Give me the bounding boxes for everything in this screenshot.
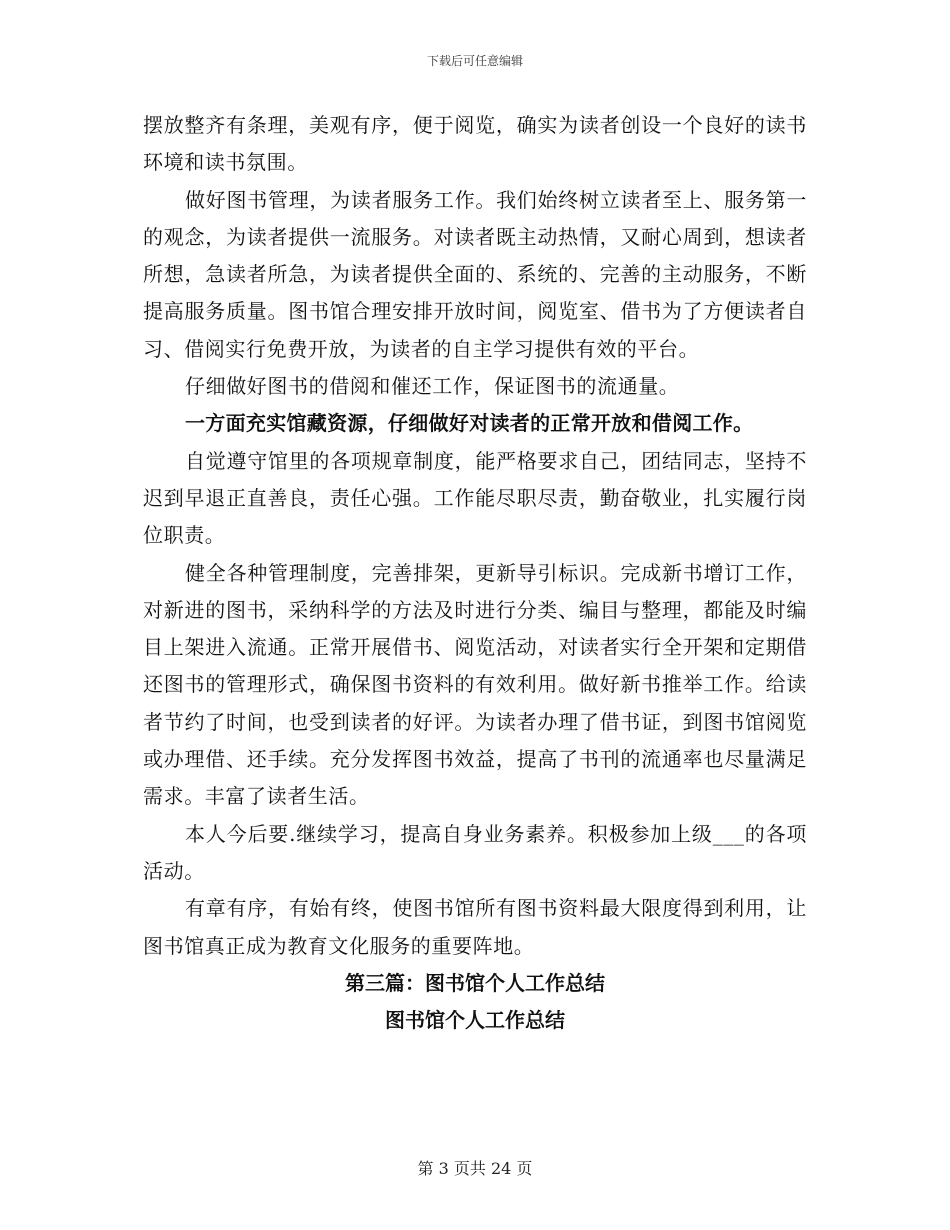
paragraph-3: 仔细做好图书的借阅和催还工作，保证图书的流通量。 xyxy=(185,374,680,399)
paragraph-7: 本人今后要.继续学习，提高自身业务素养。积极参加上级___的各项活动。 xyxy=(143,821,807,883)
paragraph-4-bold: 一方面充实馆藏资源，仔细做好对读者的正常开放和借阅工作。 xyxy=(185,411,754,436)
paragraph-2: 做好图书管理，为读者服务工作。我们始终树立读者至上、服务第一的观念，为读者提供一流服务。对读者既主动热情，又耐心周到，想读者所想，急读者所急，为读者提供全面的、系统的、完善的主动服务，不断提高服务质量。图书馆合理安排开放时间，阅览室、借书为了方便读者自习、借阅实行免费开放，为读者的自主学习提供有效的平台。 xyxy=(143,187,807,361)
section-heading: 第三篇：图书馆个人工作总结 xyxy=(345,970,605,995)
page-footer: 第 3 页共 24 页 xyxy=(417,1159,533,1178)
paragraph-8: 有章有序，有始有终，使图书馆所有图书资料最大限度得到利用，让图书馆真正成为教育文化服务的重要阵地。 xyxy=(143,896,807,958)
paragraph-5: 自觉遵守馆里的各项规章制度，能严格要求自己，团结同志，坚持不迟到早退正直善良，责任心强。工作能尽职尽责，勤奋敬业，扎实履行岗位职责。 xyxy=(143,448,807,548)
section-subheading: 图书馆个人工作总结 xyxy=(385,1007,565,1032)
paragraph-6: 健全各种管理制度，完善排架，更新导引标识。完成新书增订工作，对新进的图书，采纳科学的方法及时进行分类、编目与整理，都能及时编目上架进入流通。正常开展借书、阅览活动，对读者实行全开架和定期借还图书的管理形式，确保图书资料的有效利用。做好新书推举工作。给读者节约了时间，也受到读者的好评。为读者办理了借书证，到图书馆阅览或办理借、还手续。充分发挥图书效益，提高了书刊的流通率也尽量满足需求。丰富了读者生活。 xyxy=(143,560,807,809)
paragraph-1: 摆放整齐有条理，美观有序，便于阅览，确实为读者创设一个良好的读书环境和读书氛围。 xyxy=(143,113,807,175)
document-body xyxy=(143,107,807,1039)
header-note: 下载后可任意编辑 xyxy=(426,54,523,68)
